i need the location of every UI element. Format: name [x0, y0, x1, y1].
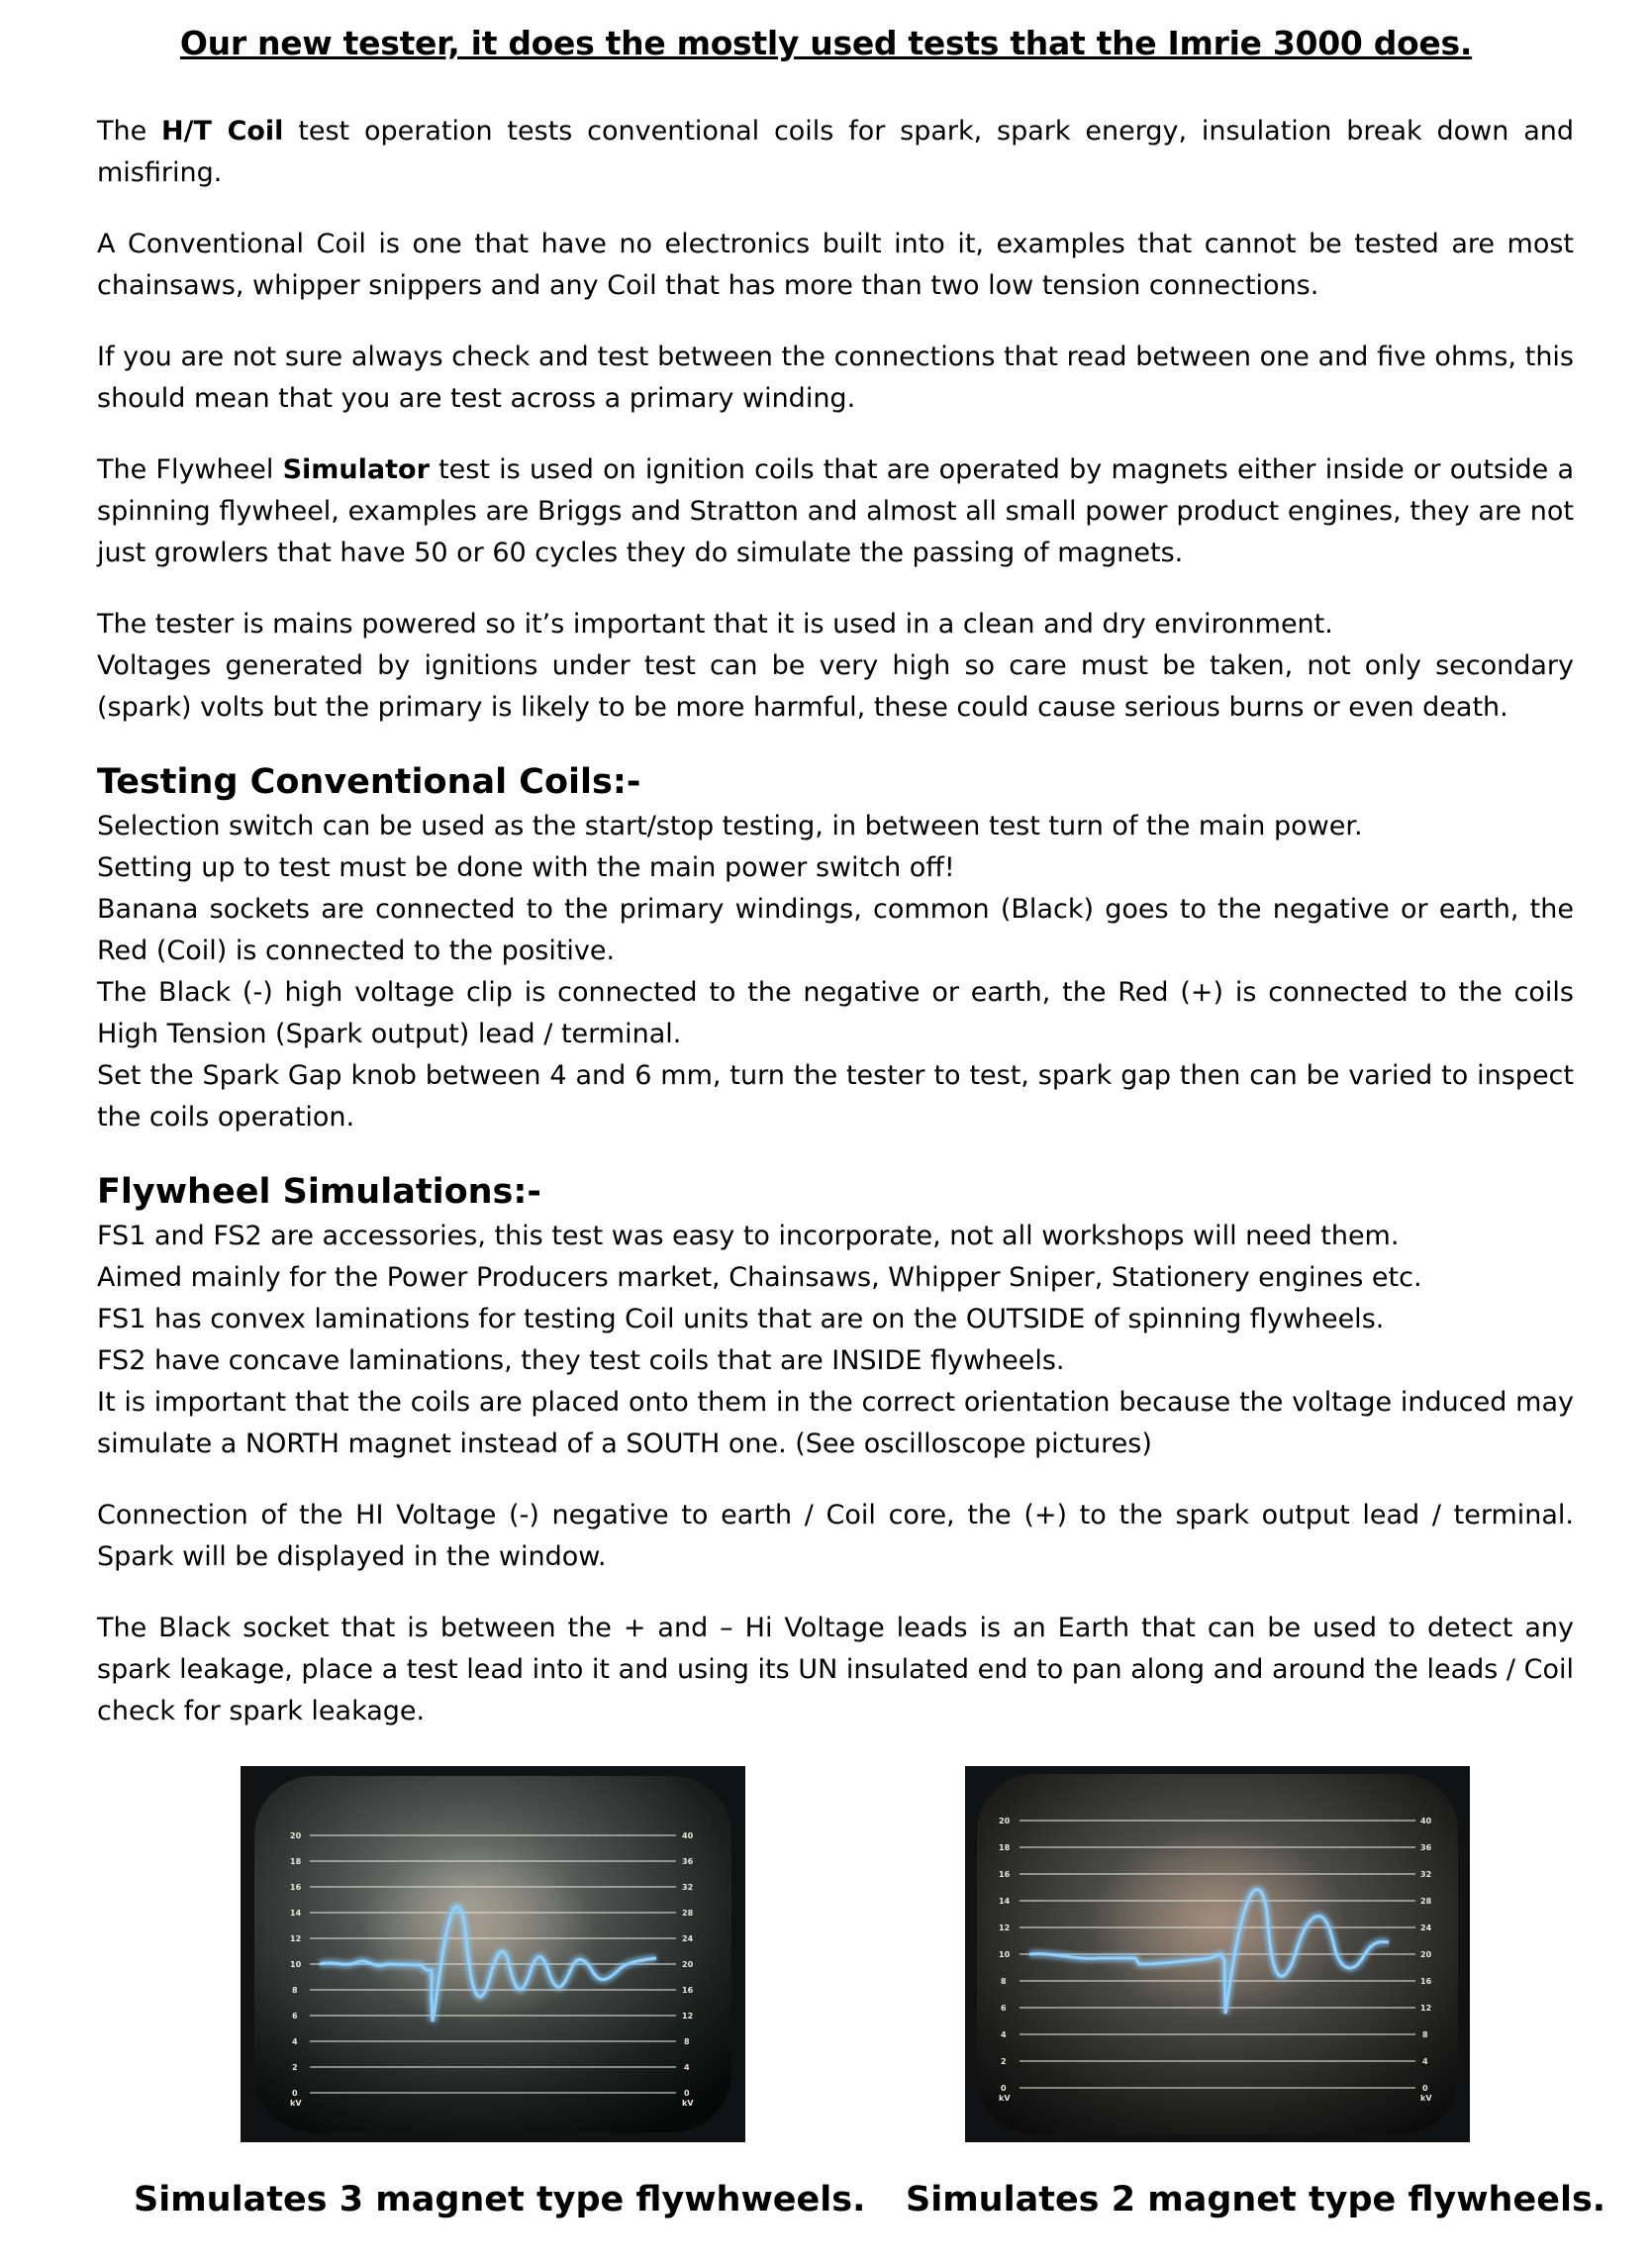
intro-paragraph-3: If you are not sure always check and test between the connections that read between one and five ohms, this should mean that you are test across a primary winding.: [97, 342, 1574, 414]
scope1-left-tick: 14: [290, 1909, 302, 1918]
scope1-left-tick: 6: [292, 2012, 298, 2021]
scope1-right-tick: 40: [682, 1831, 694, 1840]
scope1-left-tick: 12: [290, 1934, 302, 1943]
scope1-right-tick: 28: [682, 1909, 694, 1918]
scope2-left-tick: 16: [999, 1870, 1011, 1879]
scope1-left-tick: 20: [290, 1831, 302, 1840]
scope1-right-tick: 36: [682, 1857, 694, 1866]
scope1-left-unit: kV: [290, 2099, 302, 2108]
caption-2-magnet: Simulates 2 magnet type flywheels.: [906, 2180, 1606, 2219]
intro-paragraph-4: The Flywheel Simulator test is used on ignition coils that are operated by magnets either inside or outside a spinning flywheel, examples are Briggs and Stratton and almost all small power product engines, they are not just growlers that have 50 or 60 cycles they do simulate the passing of magnets.: [97, 454, 1575, 568]
section-heading-flywheel-simulations: Flywheel Simulations:-: [97, 1172, 541, 1212]
simulator-term: Simulator: [282, 454, 430, 485]
scope2-right-tick: 4: [1422, 2057, 1428, 2066]
scope2-right-tick: 24: [1420, 1923, 1432, 1932]
scope2-left-tick: 10: [999, 1950, 1011, 1959]
section2-line-3: FS1 has convex laminations for testing Coil units that are on the OUTSIDE of spinning flywheels.: [97, 1304, 1385, 1334]
scope1-right-tick: 20: [682, 1960, 694, 1969]
scope2-right-tick: 36: [1420, 1843, 1432, 1852]
scope2-right-tick: 32: [1420, 1870, 1432, 1879]
scope2-right-tick: 12: [1420, 2004, 1432, 2013]
section1-line-5: Set the Spark Gap knob between 4 and 6 mm, turn the tester to test, spark gap then can be varied to inspect the coils operation.: [97, 1060, 1574, 1133]
oscilloscope-photo-2-magnet: [965, 1766, 1470, 2142]
scope2-right-tick: 0: [1422, 2084, 1428, 2093]
scope2-right-tick: 20: [1420, 1950, 1432, 1959]
scope2-left-unit: kV: [999, 2094, 1011, 2103]
scope2-right-tick: 40: [1420, 1817, 1432, 1825]
scope2-left-tick: 6: [1001, 2004, 1007, 2013]
section2-line-2: Aimed mainly for the Power Producers market, Chainsaws, Whipper Sniper, Stationery engines etc.: [97, 1262, 1422, 1293]
scope2-left-tick: 14: [999, 1897, 1011, 1906]
section1-line-3: Banana sockets are connected to the primary windings, common (Black) goes to the negative or earth, the Red (Coil) is connected to the positive.: [97, 894, 1574, 966]
section2-paragraph-2: Connection of the HI Voltage (-) negative to earth / Coil core, the (+) to the spark output lead / terminal. Spark will be displayed in the window.: [97, 1500, 1574, 1572]
ht-coil-term: H/T Coil: [161, 116, 284, 147]
page-title: Our new tester, it does the mostly used tests that the Imrie 3000 does.: [179, 24, 1473, 62]
scope1-right-tick: 12: [682, 2012, 694, 2021]
section2-line-4: FS2 have concave laminations, they test coils that are INSIDE flywheels.: [97, 1345, 1065, 1376]
body-text: [97, 111, 1574, 1732]
scope1-left-tick: 4: [292, 2037, 298, 2046]
scope1-left-tick: 2: [292, 2063, 298, 2072]
scope1-left-tick: 10: [290, 1960, 302, 1969]
scope1-right-tick: 4: [684, 2063, 690, 2072]
intro-paragraph-5a: The tester is mains powered so it’s important that it is used in a clean and dry environment.: [97, 609, 1333, 640]
intro-paragraph-5b: Voltages generated by ignitions under test can be very high so care must be taken, not only secondary (spark) volts but the primary is likely to be more harmful, these could cause serious burns or even death.: [97, 650, 1574, 723]
oscilloscope-photo-3-magnet: [241, 1766, 745, 2142]
scope1-left-tick: 0: [292, 2089, 298, 2098]
scope1-right-tick: 0: [684, 2089, 690, 2098]
scope1-left-tick: 8: [292, 1986, 298, 1995]
caption-3-magnet: Simulates 3 magnet type flywhweels.: [134, 2180, 866, 2219]
scope1-right-tick: 24: [682, 1934, 694, 1943]
scope2-left-tick: 2: [1001, 2057, 1007, 2066]
scope2-left-tick: 8: [1001, 1977, 1007, 1986]
scope2-left-tick: 4: [1001, 2030, 1007, 2039]
scope2-right-unit: kV: [1420, 2094, 1432, 2103]
section1-line-1: Selection switch can be used as the start/stop testing, in between test turn of the main power.: [97, 811, 1363, 841]
scope1-right-tick: 16: [682, 1986, 694, 1995]
section-heading-conventional-coils: Testing Conventional Coils:-: [97, 762, 641, 802]
scope2-right-tick: 8: [1422, 2030, 1428, 2039]
intro-paragraph-2: A Conventional Coil is one that have no electronics built into it, examples that cannot be tested are most chainsaws, whipper snippers and any Coil that has more than two low tension connections.: [97, 229, 1574, 301]
scope1-right-tick: 8: [684, 2037, 690, 2046]
scope2-right-tick: 28: [1420, 1897, 1432, 1906]
scope2-right-tick: 16: [1420, 1977, 1432, 1986]
section2-paragraph-3: The Black socket that is between the + and – Hi Voltage leads is an Earth that can be used to detect any spark leakage, place a test lead into it and using its UN insulated end to pan along and around the leads / Coil check for spark leakage.: [97, 1613, 1574, 1726]
scope2-left-tick: 0: [1001, 2084, 1007, 2093]
section1-line-2: Setting up to test must be done with the main power switch off!: [97, 852, 955, 883]
scope1-right-unit: kV: [682, 2099, 694, 2108]
scope2-left-tick: 12: [999, 1923, 1011, 1932]
scope2-left-tick: 20: [999, 1817, 1011, 1825]
scope2-left-tick: 18: [999, 1843, 1011, 1852]
scope1-right-tick: 32: [682, 1883, 694, 1892]
intro-paragraph-1: The H/T Coil test operation tests conventional coils for spark, spark energy, insulation break down and misfiring.: [97, 116, 1574, 188]
section1-line-4: The Black (-) high voltage clip is connected to the negative or earth, the Red (+) is connected to the coils High Tension (Spark output) lead / terminal.: [97, 977, 1574, 1049]
scope1-left-tick: 16: [290, 1883, 302, 1892]
section2-line-1: FS1 and FS2 are accessories, this test was easy to incorporate, not all workshops will need them.: [97, 1221, 1400, 1251]
section2-line-5: It is important that the coils are placed onto them in the correct orientation because the voltage induced may simulate a NORTH magnet instead of a SOUTH one. (See oscilloscope pictures): [97, 1387, 1574, 1459]
scope1-left-tick: 18: [290, 1857, 302, 1866]
